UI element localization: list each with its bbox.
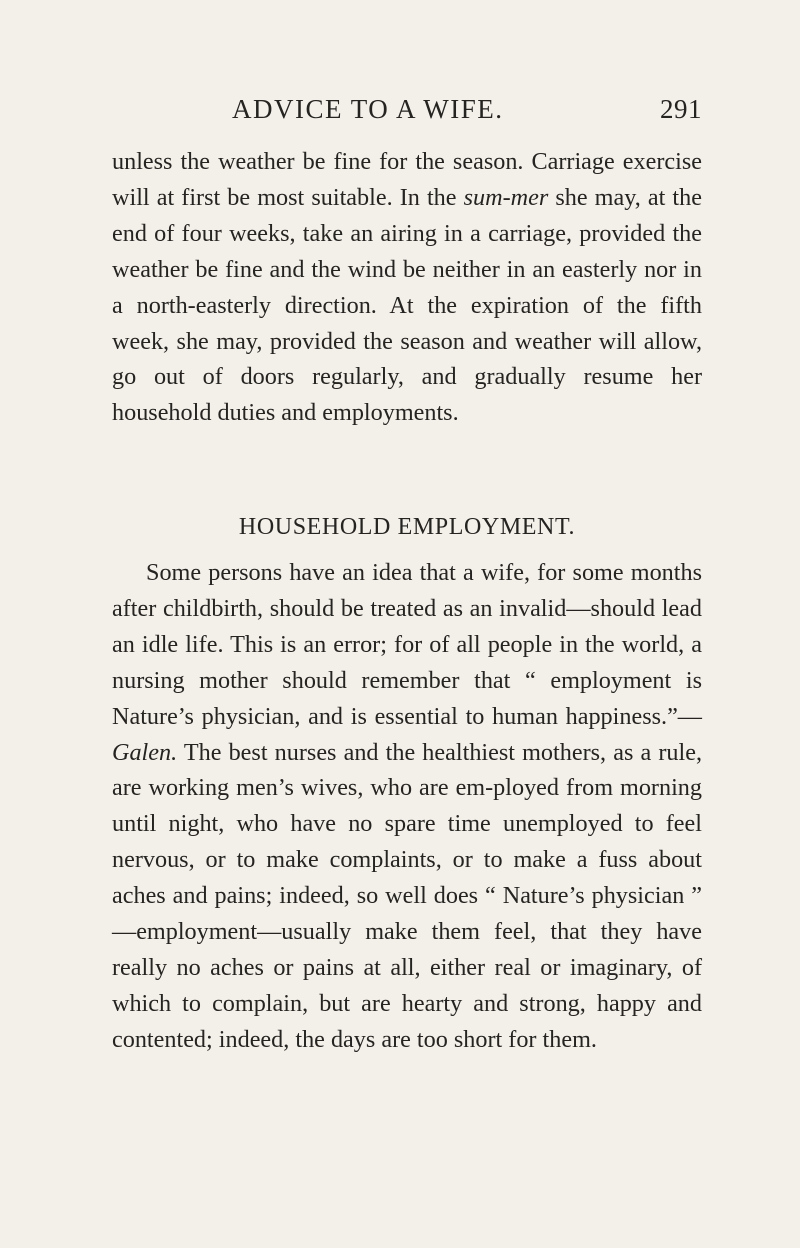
page-number: 291 bbox=[660, 94, 702, 124]
paragraph-1-italic-word: sum-mer bbox=[463, 183, 549, 211]
paragraph-1-text-a: unless the weather be fine for the season. Carriage exercise will at first be most suitable. In the bbox=[112, 148, 702, 211]
section-heading: HOUSEHOLD EMPLOYMENT. bbox=[238, 514, 576, 540]
running-head bbox=[112, 94, 702, 134]
paragraph-2-attribution: Galen. bbox=[112, 738, 178, 766]
paragraph-household-employment bbox=[112, 555, 702, 1058]
paragraph-2-text-b: The best nurses and the healthiest mothers, as a rule, are working men’s wives, who are em-ployed from morning until night, who have no spare time unemployed to feel nervous, or to make complaints, or to make a fuss about aches and pains; indeed, so well does “ Nature’s physician ” —employment—usually make them feel, that they have really no aches or pains at all, either real or imaginary, of which to complain, but are hearty and strong, happy and contented; indeed, the days are too short for them. bbox=[112, 738, 702, 1053]
paragraph-2-text-a: Some persons have an idea that a wife, for some months after childbirth, should be treated as an invalid—should lead an idle life. This is an error; for of all people in the world, a nursing mother should remember that “ employment is Nature’s physician, and is essential to human happiness.”— bbox=[112, 559, 702, 730]
paragraph-1-text-b: she may, at the end of four weeks, take an airing in a carriage, provided the weather be fine and the wind be neither in an easterly nor in a north-easterly direction. At the expiration of the fifth week, she may, provided the season and weather will allow, go out of doors regularly, and gradually resume her household duties and employments. bbox=[112, 183, 702, 427]
running-title: ADVICE TO A WIFE. bbox=[232, 94, 504, 124]
paragraph-continuation bbox=[112, 144, 702, 431]
